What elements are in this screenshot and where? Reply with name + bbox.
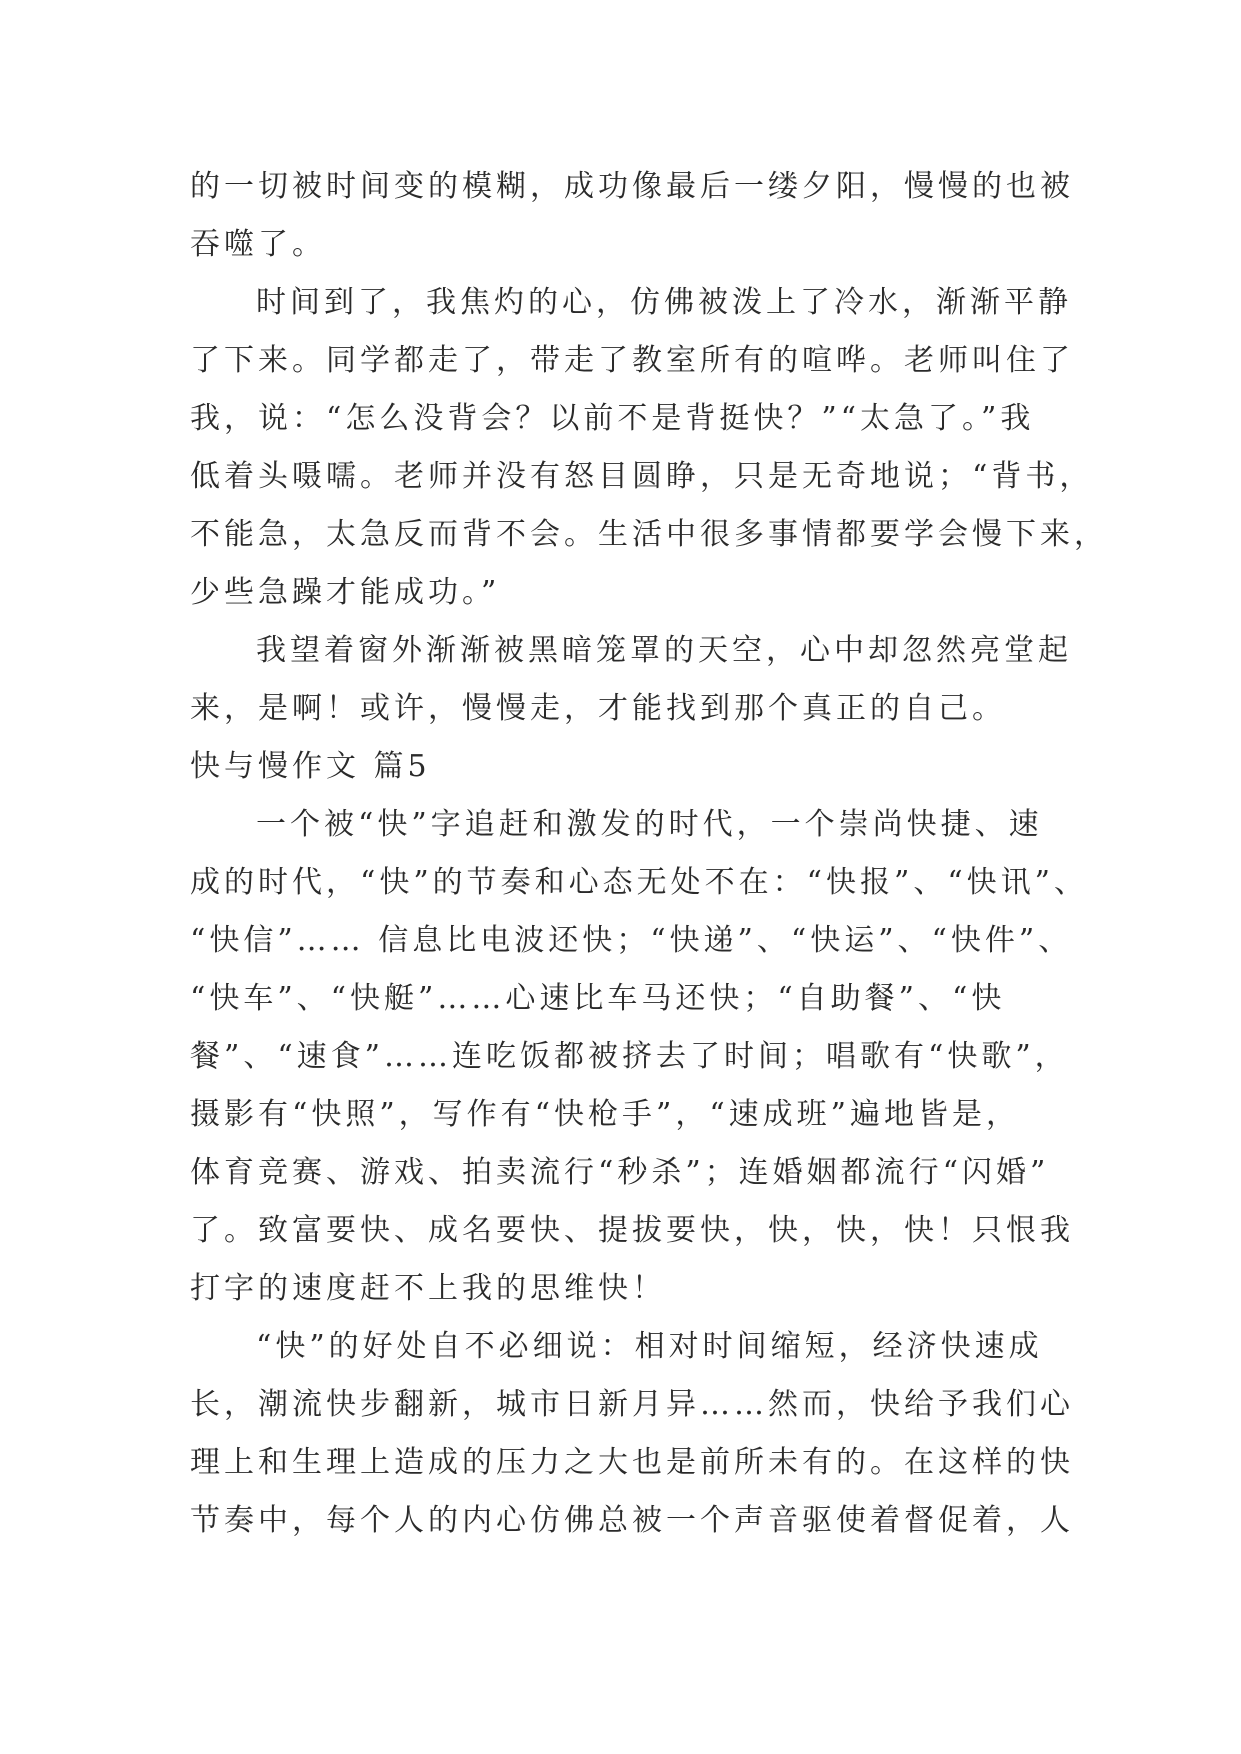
text-line: 餐”、“速食”……连吃饭都被挤去了时间；唱歌有“快歌”， (190, 1039, 1069, 1074)
text-line: 长，潮流快步翻新，城市日新月异……然而，快给予我们心 (190, 1387, 1074, 1422)
text-line: 我望着窗外渐渐被黑暗笼罩的天空，心中却忽然亮堂起 (256, 633, 1072, 668)
text-line: 成的时代，“快”的节奏和心态无处不在：“快报”、“快讯”、 (190, 865, 1089, 900)
text-line: 理上和生理上造成的压力之大也是前所未有的。在这样的快 (190, 1445, 1074, 1480)
document-body (190, 158, 1108, 1550)
text-line: 节奏中，每个人的内心仿佛总被一个声音驱使着督促着，人 (190, 1503, 1074, 1538)
text-line: 来，是啊！或许，慢慢走，才能找到那个真正的自己。 (190, 691, 1006, 726)
text-line: “快”的好处自不必细说：相对时间缩短，经济快速成 (256, 1329, 1043, 1364)
section-heading: 快与慢作文 篇5 (190, 749, 431, 784)
text-line: 低着头嗫嚅。老师并没有怒目圆睁，只是无奇地说；“背书， (190, 459, 1094, 494)
text-line: 的一切被时间变的模糊，成功像最后一缕夕阳，慢慢的也被 (190, 169, 1074, 204)
text-line: 了下来。同学都走了，带走了教室所有的喧哗。老师叫住了 (190, 343, 1074, 378)
text-line: 时间到了，我焦灼的心，仿佛被泼上了冷水，渐渐平静 (256, 285, 1072, 320)
text-line: “快信”…… 信息比电波还快；“快递”、“快运”、“快件”、 (190, 923, 1073, 958)
text-line: 一个被“快”字追赶和激发的时代，一个崇尚快捷、速 (256, 807, 1043, 842)
text-line: 少些急躁才能成功。” (190, 575, 501, 610)
text-line: 摄影有“快照”，写作有“快枪手”，“速成班”遍地皆是， (190, 1097, 1021, 1132)
text-line: “快车”、“快艇”……心速比车马还快；“自助餐”、“快 (190, 981, 1006, 1016)
text-line: 吞噬了。 (190, 227, 326, 262)
text-line: 不能急，太急反而背不会。生活中很多事情都要学会慢下来， (190, 517, 1108, 552)
text-line: 打字的速度赶不上我的思维快！ (190, 1271, 666, 1306)
text-line: 体育竞赛、游戏、拍卖流行“秒杀”；连婚姻都流行“闪婚” (190, 1155, 1050, 1190)
text-line: 我，说：“怎么没背会？以前不是背挺快？”“太急了。”我 (190, 401, 1035, 436)
text-line: 了。致富要快、成名要快、提拔要快，快，快，快！只恨我 (190, 1213, 1074, 1248)
